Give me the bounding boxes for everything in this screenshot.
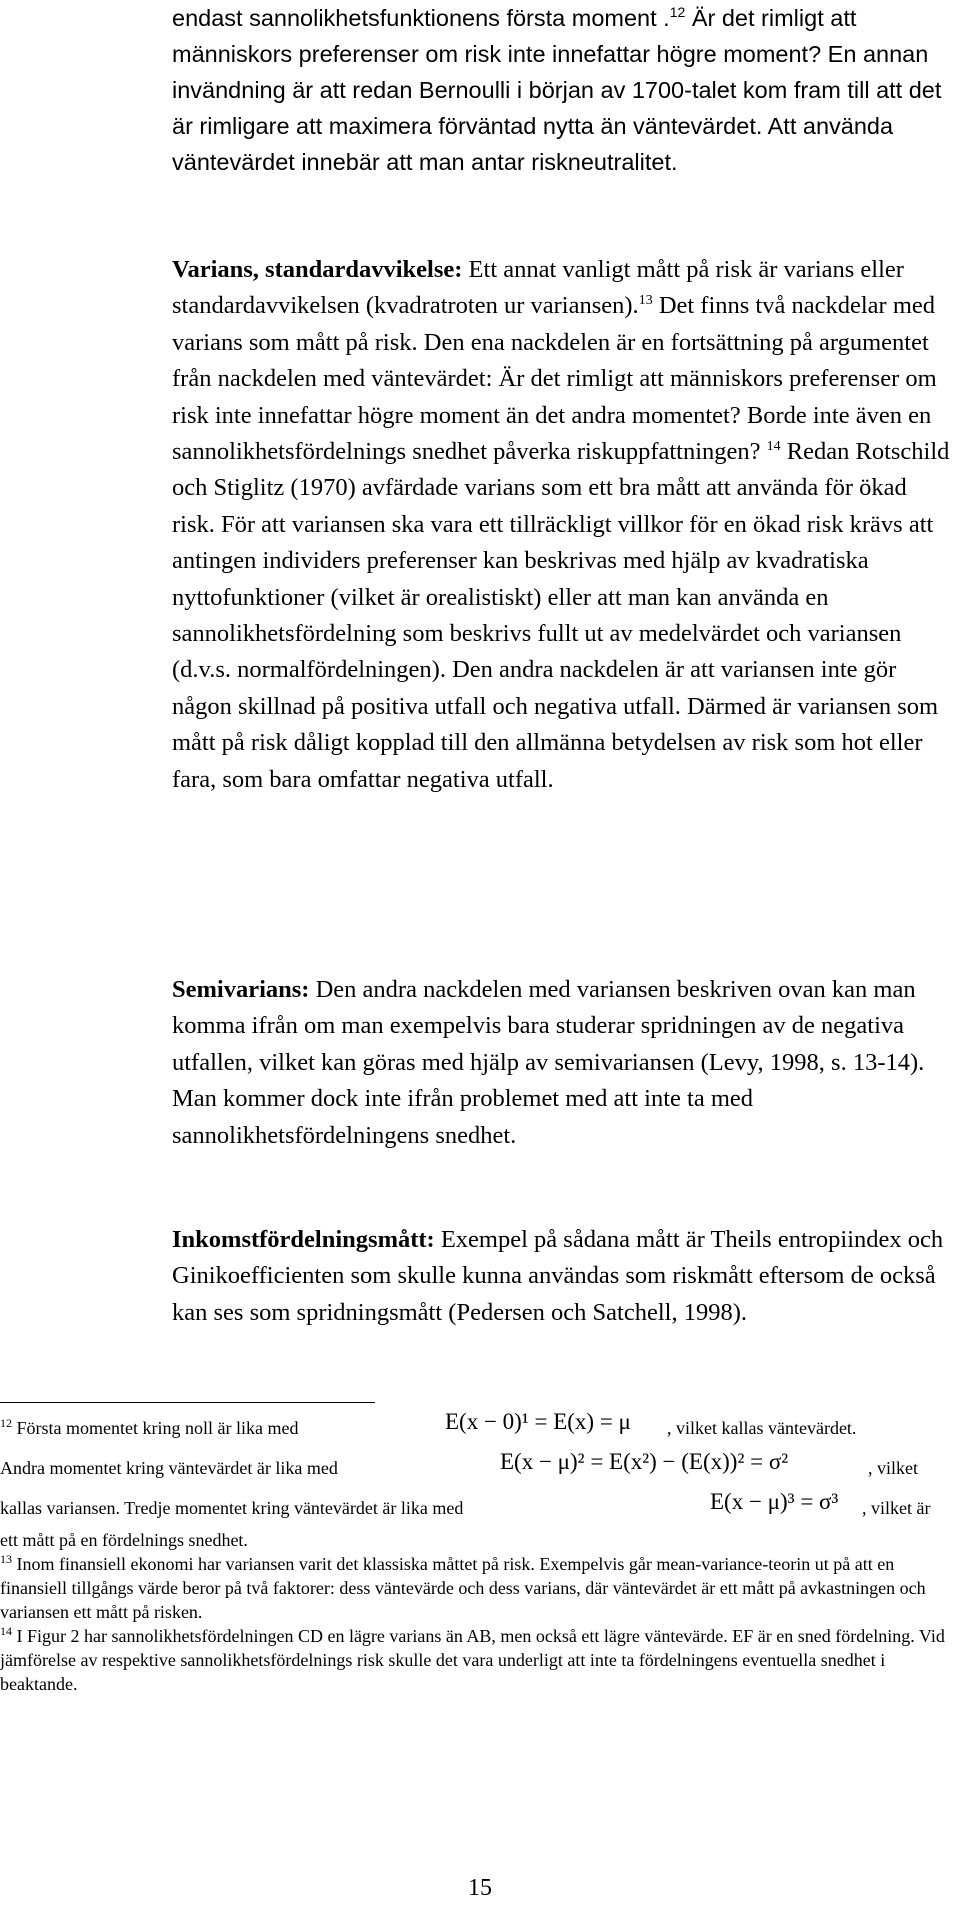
varians-text-3: Redan Rotschild och Stiglitz (1970) avfärdade varians som ett bra mått att använda för ökad risk. För att variansen ska vara ett tillräckligt villkor för en ökad risk krävs att antingen individers preferenser kan beskrivas med hjälp av kvadratiska nyttofunktioner (vilket är orealistiskt) eller att man kan använda en sannolikhetsfördelning som beskrivs fullt ut av medelvärdet och variansen (d.v.s. normalfördelningen). Den andra nackdelen är att variansen inte gör någon skillnad på positiva utfall och negativa utfall. Därmed är variansen som mått på risk dåligt kopplad till den allmänna betydelsen av risk som hot eller fara, som bara omfattar negativa utfall. — [172, 438, 950, 793]
page-number: 15 — [468, 1875, 492, 1901]
semivarians-paragraph — [172, 972, 954, 1154]
third-moment-formula: E(x − μ)³ = σ³ — [710, 1489, 839, 1514]
footnote-ref-13[interactable]: 13 — [638, 293, 653, 309]
intro-paragraph: endast sannolikhetsfunktionens första moment .$^{12}$ Är det rimligt att människors preferenser om risk inte innefattar högre moment? En annan invändning är att redan Bernoulli i början av 1700-talet kom fram till att det är rimligare att maximera förväntad nytta än väntevärdet. Att använda väntevärdet innebär att man antar riskneutralitet. — [172, 4, 942, 175]
footnote-12-line3: kallas variansen. Tredje momentet kring väntevärdet är lika med — [0, 1498, 464, 1518]
footnote-12-line4: ett mått på en fördelnings snedhet. — [0, 1530, 248, 1550]
intro-lead-text: endast sannolikhetsfunktionens första moment — [172, 5, 657, 31]
inkomst-term: Inkomstfördelningsmått: — [172, 1226, 435, 1253]
footnote-number-14: 14 — [0, 1624, 12, 1638]
footnote-number-13: 13 — [0, 1552, 12, 1566]
intro-rest-text: Är det rimligt att människors preferenser om risk inte innefattar högre moment? En annan invändning är att redan Bernoulli i början av 1700-talet kom fram till att det är rimligare att maximera förväntad nytta än väntevärdet. Att använda väntevärdet innebär att man antar riskneutralitet. — [172, 5, 942, 175]
footnote-13 — [0, 1552, 958, 1624]
footnote-12-line3-tail: , vilket är — [862, 1498, 931, 1518]
footnote-12-line1: Första momentet kring noll är lika med — [16, 1418, 299, 1438]
footnote-separator — [0, 1402, 375, 1403]
footnote-12 — [0, 1408, 958, 1552]
semivarians-term: Semivarians: — [172, 976, 310, 1003]
second-moment-formula: E(x − μ)² = E(x²) − (E(x))² = σ² — [500, 1449, 789, 1474]
inkomst-paragraph — [172, 1222, 954, 1331]
footnote-number-12: 12 — [0, 1416, 12, 1430]
footnote-12-line2-tail: , vilket — [868, 1458, 918, 1478]
footnote-13-text: Inom finansiell ekonomi har variansen varit det klassiska måttet på risk. Exempelvis går mean-variance-teorin ut på att en finansiell tillgångs värde beror på två faktorer: dess väntevärde och dess varians, där väntevärdet är ett mått på avkastningen och variansen ett mått på risken. — [0, 1554, 926, 1622]
footnotes — [0, 1408, 958, 1696]
semivarians-text: Den andra nackdelen med variansen beskriven ovan kan man komma ifrån om man exempelvis bara studerar spridningen av de negativa utfallen, vilket kan göras med hjälp av semivariansen (Levy, 1998, s. 13-14). Man kommer dock inte ifrån problemet med att inte ta med sannolikhetsfördelningens snedhet. — [172, 976, 925, 1149]
varians-text-2: Det finns två nackdelar med varians som mått på risk. Den ena nackdelen är en fortsättning på argumentet från nackdelen med väntevärdet: Är det rimligt att människors preferenser om risk inte innefattar högre moment än det andra momentet? Borde inte även en sannolikhetsfördelnings snedhet påverka riskuppfattningen? — [172, 292, 937, 466]
footnote-14-text: I Figur 2 har sannolikhetsfördelningen CD en lägre varians än AB, men också ett lägre väntevärde. EF är en sned fördelning. Vid jämförelse av respektive sannolikhetsfördelnings risk skulle det vara underligt att inte ta fördelningens eventuella snedhet i beaktande. — [0, 1626, 945, 1694]
footnote-12-line1-tail: , vilket kallas väntevärdet. — [667, 1418, 857, 1438]
varians-text-1: Ett annat vanligt mått på risk är varians eller standardavvikelsen (kvadratroten ur variansen). — [172, 256, 904, 320]
footnote-14 — [0, 1624, 958, 1696]
varians-term: Varians, standardavvikelse: — [172, 256, 463, 283]
inkomst-text: Exempel på sådana mått är Theils entropiindex och Ginikoefficienten som skulle kunna användas som riskmått eftersom de också kan ses som spridningsmått (Pedersen och Satchell, 1998). — [172, 1226, 944, 1326]
footnote-12-line2: Andra momentet kring väntevärdet är lika med — [0, 1458, 338, 1478]
footnote-ref-14[interactable]: 14 — [766, 439, 781, 455]
first-moment-formula: E(x − 0)¹ = E(x) = μ — [445, 1409, 631, 1434]
varians-paragraph — [172, 252, 954, 798]
footnote-ref-12[interactable]: 12 — [669, 4, 686, 20]
